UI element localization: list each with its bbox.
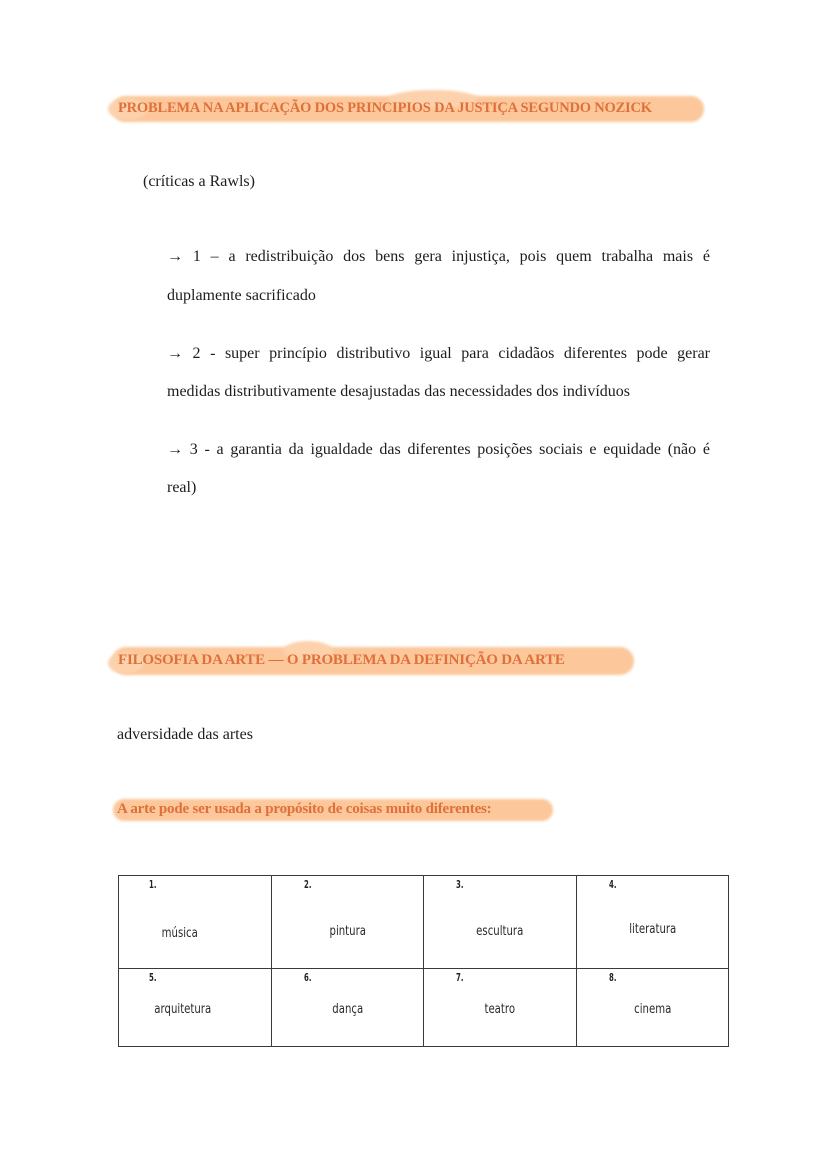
section1-heading: PROBLEMA NA APLICAÇÃO DOS PRINCIPIOS DA JUSTIÇA SEGUNDO NOZICK bbox=[118, 100, 652, 116]
point-2 bbox=[167, 346, 710, 364]
cell-number: 5. bbox=[149, 971, 157, 984]
section2-heading: FILOSOFIA DA ARTE — O PROBLEMA DA DEFINIÇÃO DA ARTE bbox=[118, 652, 565, 668]
cell-number: 4. bbox=[608, 878, 616, 891]
table-cell bbox=[424, 969, 577, 1047]
cell-label: pintura bbox=[329, 924, 366, 939]
table-cell bbox=[119, 876, 272, 969]
cell-number: 2. bbox=[303, 878, 311, 891]
cell-label: música bbox=[161, 926, 198, 941]
table-cell bbox=[119, 969, 272, 1047]
point-3-line2: real) bbox=[167, 479, 197, 496]
section2-subheading: A arte pode ser usada a propósito de coisas muito diferentes: bbox=[117, 801, 492, 817]
cell-number: 3. bbox=[456, 878, 464, 891]
section2-subheading-block bbox=[113, 798, 555, 822]
table-row bbox=[119, 969, 729, 1047]
cell-number: 7. bbox=[456, 971, 464, 984]
table-row bbox=[119, 876, 729, 969]
cell-label: arquitetura bbox=[154, 1002, 212, 1017]
point-3 bbox=[167, 442, 710, 460]
cell-label: dança bbox=[331, 1002, 363, 1017]
cell-label: escultura bbox=[476, 924, 524, 939]
cell-label: cinema bbox=[633, 1002, 671, 1017]
table-cell bbox=[576, 876, 729, 969]
section2-heading-block bbox=[108, 640, 638, 682]
cell-number: 1. bbox=[149, 878, 157, 891]
table-cell bbox=[271, 969, 424, 1047]
cell-number: 8. bbox=[608, 971, 616, 984]
section1-heading-block bbox=[108, 88, 708, 130]
point-1-line1: → 1 – a redistribuição dos bens gera injustiça, pois quem trabalha mais é bbox=[167, 249, 710, 265]
cell-label: teatro bbox=[484, 1002, 516, 1017]
table-cell bbox=[576, 969, 729, 1047]
cell-number: 6. bbox=[303, 971, 311, 984]
point-1 bbox=[167, 249, 710, 267]
table-cell bbox=[271, 876, 424, 969]
arts-table bbox=[118, 875, 729, 1047]
table-cell bbox=[424, 876, 577, 969]
point-1-line2: duplamente sacrificado bbox=[167, 287, 316, 304]
point-2-line2: medidas distributivamente desajustadas das necessidades dos indivíduos bbox=[167, 383, 631, 400]
point-2-line1: → 2 - super princípio distributivo igual para cidadãos diferentes pode gerar bbox=[167, 346, 710, 362]
section1-subtitle: (críticas a Rawls) bbox=[143, 173, 255, 190]
point-3-line1: → 3 - a garantia da igualdade das diferentes posições sociais e equidade (não é bbox=[167, 442, 710, 458]
cell-label: literatura bbox=[628, 922, 676, 937]
section2-intro: adversidade das artes bbox=[117, 726, 253, 743]
